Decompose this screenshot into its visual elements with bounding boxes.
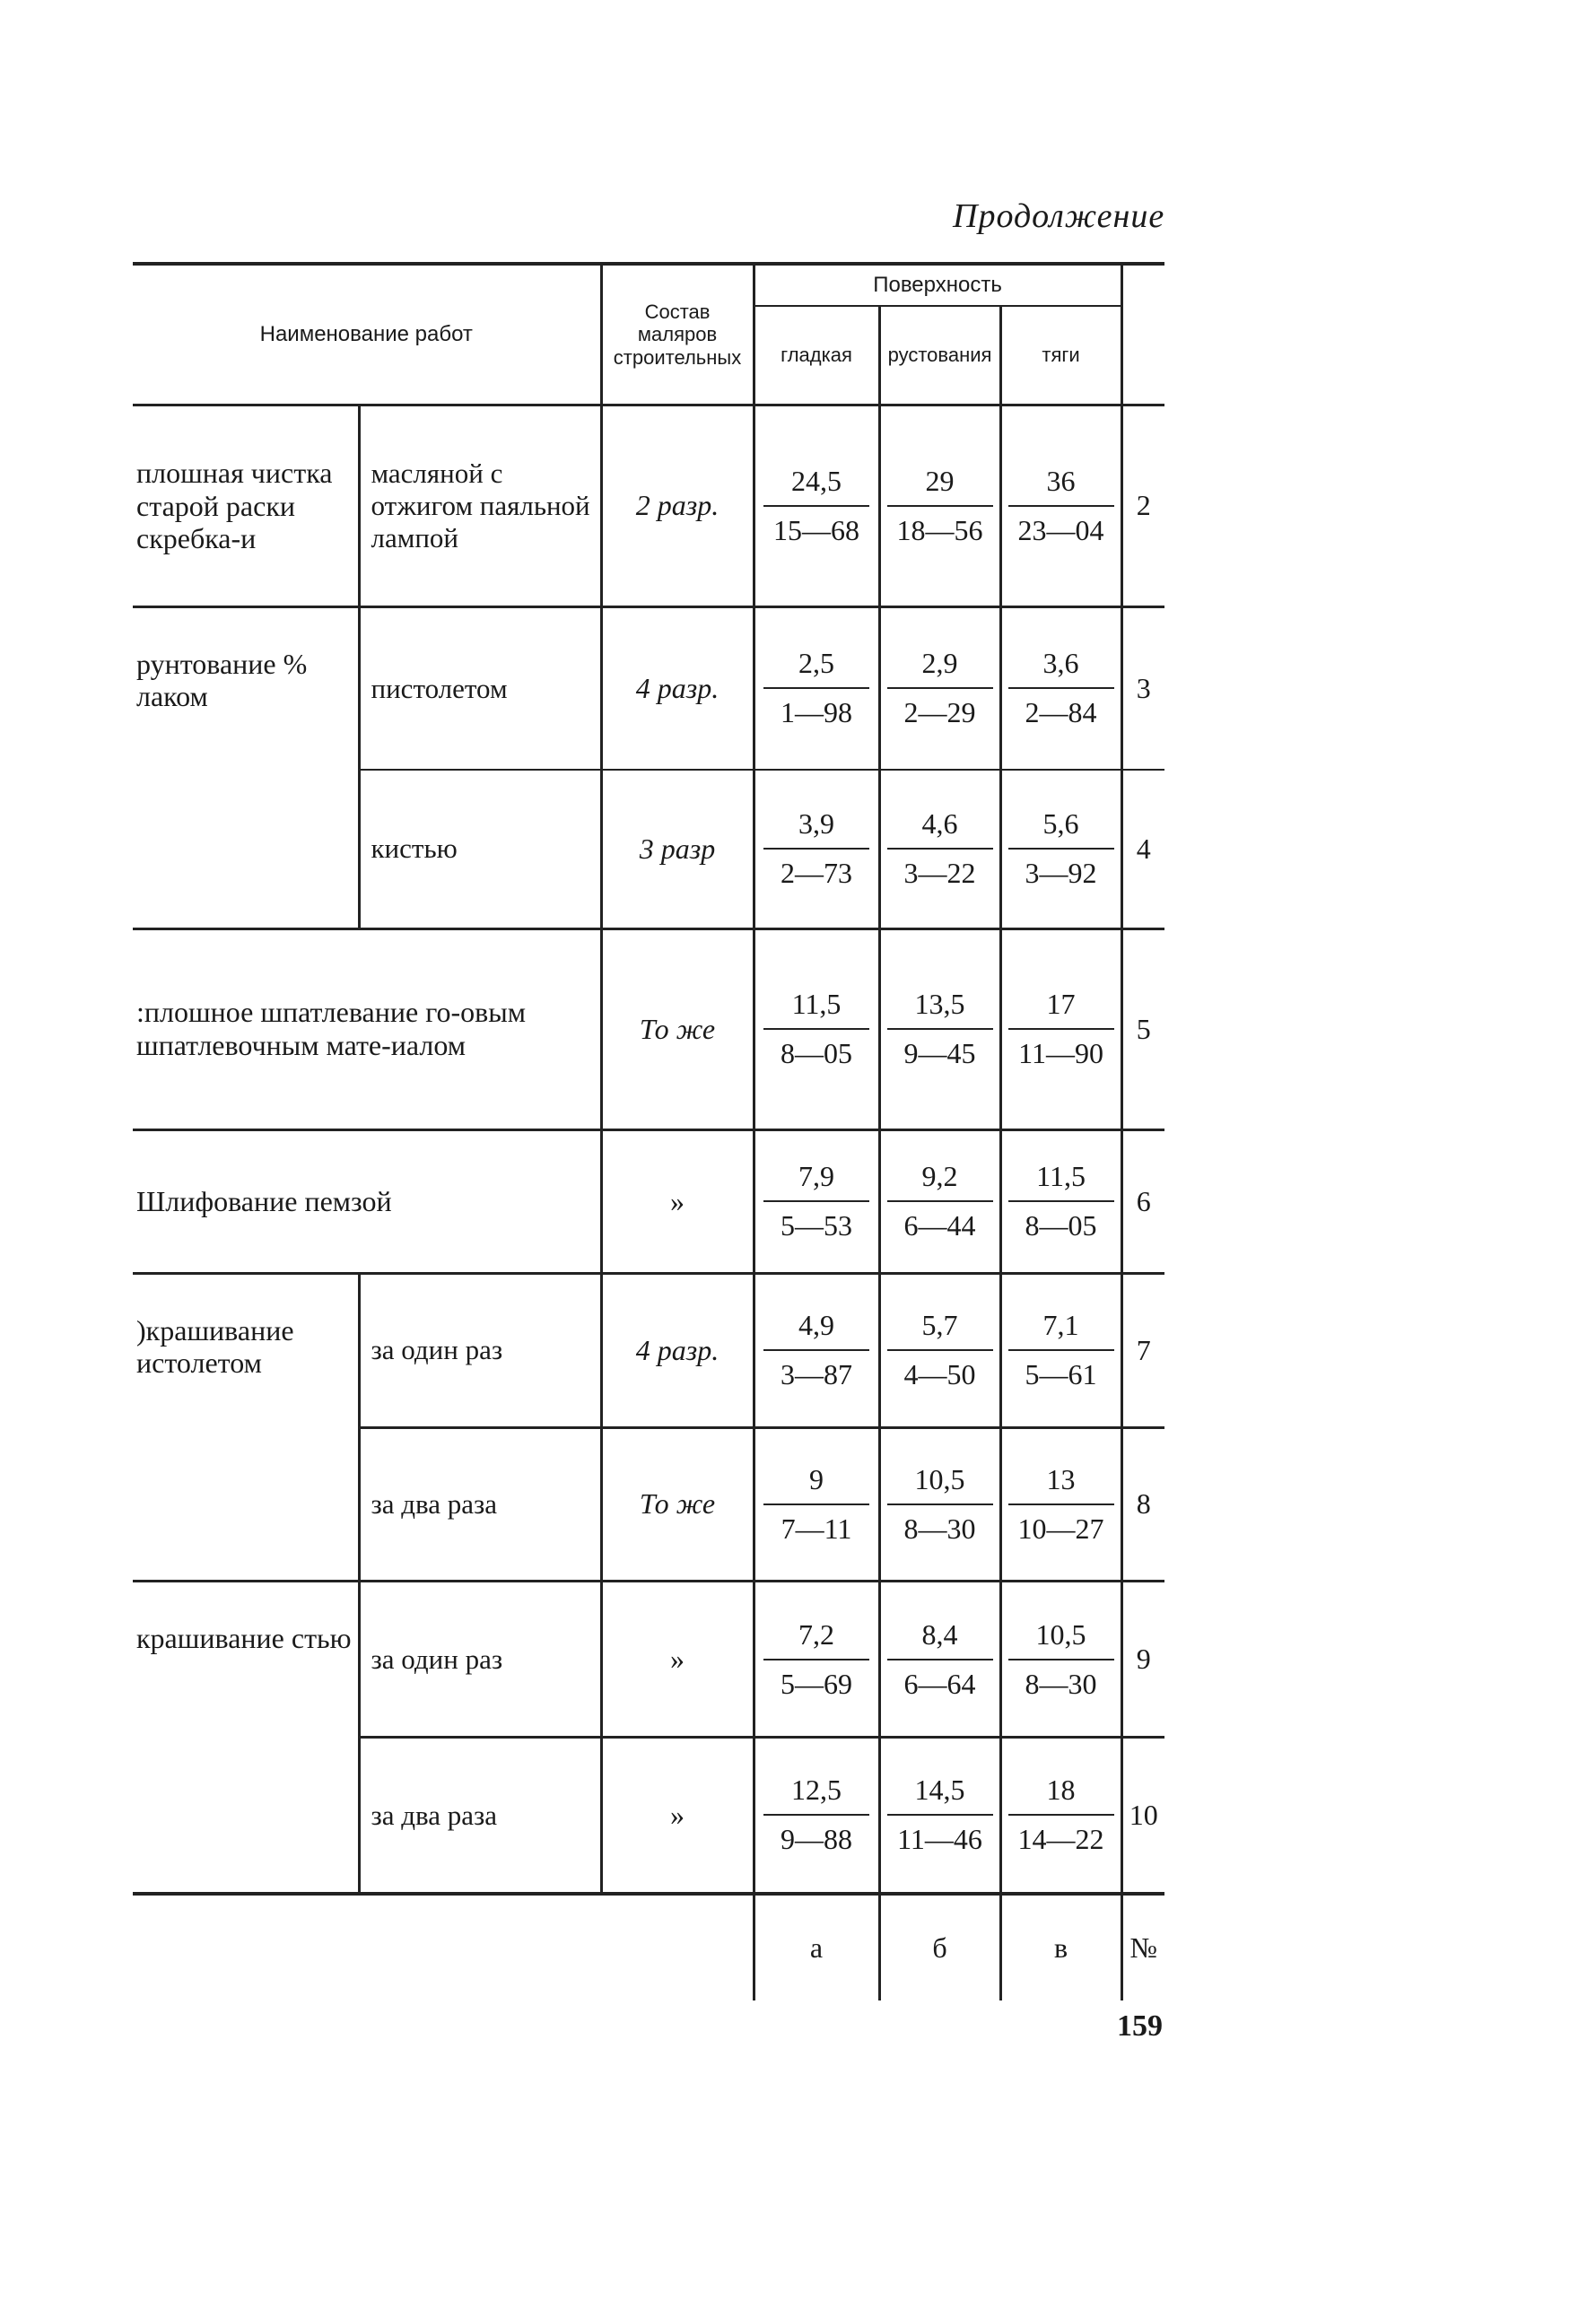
row-number: 10 — [1121, 1738, 1164, 1894]
table-row — [133, 1582, 1164, 1738]
work-method: за два раза — [359, 1738, 601, 1894]
work-name: плошная чистка старой раски скребка-и — [133, 405, 359, 606]
value-c — [1000, 928, 1121, 1129]
header-row-1 — [133, 264, 1164, 306]
footer-blank — [133, 1894, 754, 2000]
crew-rank: 4 разр. — [601, 606, 754, 770]
value-cost: 3—22 — [903, 857, 976, 890]
value-norm: 4,6 — [887, 807, 993, 850]
value-norm: 29 — [887, 465, 993, 507]
value-b — [879, 1738, 1000, 1894]
value-norm: 24,5 — [763, 465, 869, 507]
value-norm: 13 — [1008, 1463, 1114, 1505]
header-smooth: гладкая — [754, 306, 879, 405]
work-name: крашивание стью — [133, 1582, 359, 1894]
value-cost: 11—90 — [1018, 1037, 1103, 1070]
value-norm: 3,6 — [1008, 647, 1114, 689]
value-cost: 8—05 — [781, 1037, 853, 1070]
value-norm: 2,5 — [763, 647, 869, 689]
footer-col-a: а — [754, 1894, 879, 2000]
value-cost: 7—11 — [781, 1512, 852, 1545]
value-a — [754, 1738, 879, 1894]
value-norm: 13,5 — [887, 988, 993, 1030]
crew-rank: То же — [601, 1427, 754, 1582]
footer-row — [133, 1894, 1164, 2000]
value-norm: 12,5 — [763, 1774, 869, 1816]
value-a — [754, 928, 879, 1129]
work-name: :плошное шпатлевание го-овым шпатлевочным мате-иалом — [133, 928, 601, 1129]
header-rustication: рустования — [879, 306, 1000, 405]
row-number: 9 — [1121, 1582, 1164, 1738]
value-b — [879, 770, 1000, 928]
value-a — [754, 405, 879, 606]
value-cost: 3—92 — [1025, 857, 1097, 890]
row-number: 3 — [1121, 606, 1164, 770]
value-b — [879, 405, 1000, 606]
table-row — [133, 928, 1164, 1129]
value-b — [879, 1427, 1000, 1582]
crew-rank: 3 разр — [601, 770, 754, 928]
value-c — [1000, 1582, 1121, 1738]
value-c — [1000, 1738, 1121, 1894]
value-c — [1000, 1427, 1121, 1582]
value-cost: 23—04 — [1017, 513, 1104, 546]
table-row — [133, 1129, 1164, 1273]
header-name-of-works: Наименование работ — [133, 264, 601, 405]
value-norm: 10,5 — [1008, 1618, 1114, 1660]
work-method: кистью — [359, 770, 601, 928]
footer-col-num: № — [1121, 1894, 1164, 2000]
value-norm: 11,5 — [763, 988, 869, 1030]
value-cost: 3—87 — [781, 1358, 853, 1391]
row-number: 5 — [1121, 928, 1164, 1129]
header-surface: Поверхность — [754, 264, 1121, 306]
value-norm: 7,9 — [763, 1160, 869, 1202]
value-cost: 1—98 — [781, 696, 853, 729]
row-number: 4 — [1121, 770, 1164, 928]
value-b — [879, 1582, 1000, 1738]
row-number: 6 — [1121, 1129, 1164, 1273]
value-norm: 9,2 — [887, 1160, 993, 1202]
row-number: 2 — [1121, 405, 1164, 606]
value-b — [879, 1273, 1000, 1427]
header-rods: тяги — [1000, 306, 1121, 405]
value-a — [754, 1129, 879, 1273]
value-norm: 7,1 — [1008, 1309, 1114, 1351]
value-cost: 5—53 — [781, 1209, 853, 1242]
value-cost: 9—45 — [903, 1037, 976, 1070]
value-norm: 14,5 — [887, 1774, 993, 1816]
value-b — [879, 1129, 1000, 1273]
value-cost: 2—29 — [903, 696, 976, 729]
value-cost: 6—44 — [903, 1209, 976, 1242]
work-name: Шлифование пемзой — [133, 1129, 601, 1273]
value-b — [879, 606, 1000, 770]
page-number: 159 — [1117, 2009, 1163, 2043]
value-cost: 2—73 — [781, 857, 853, 890]
work-method: пистолетом — [359, 606, 601, 770]
work-name: )крашивание истолетом — [133, 1273, 359, 1582]
value-norm: 18 — [1008, 1774, 1114, 1816]
value-a — [754, 770, 879, 928]
value-cost: 8—05 — [1025, 1209, 1097, 1242]
value-c — [1000, 606, 1121, 770]
value-c — [1000, 1273, 1121, 1427]
value-norm: 11,5 — [1008, 1160, 1114, 1202]
value-cost: 4—50 — [903, 1358, 976, 1391]
row-number: 8 — [1121, 1427, 1164, 1582]
value-cost: 18—56 — [896, 513, 983, 546]
value-cost: 6—64 — [903, 1667, 976, 1700]
value-cost: 8—30 — [903, 1512, 976, 1545]
value-a — [754, 1582, 879, 1738]
value-cost: 5—69 — [781, 1667, 853, 1700]
value-norm: 3,9 — [763, 807, 869, 850]
value-a — [754, 1273, 879, 1427]
value-cost: 11—46 — [897, 1823, 982, 1856]
value-norm: 5,7 — [887, 1309, 993, 1351]
crew-rank: » — [601, 1129, 754, 1273]
rates-table — [133, 262, 1164, 2000]
value-c — [1000, 1129, 1121, 1273]
value-cost: 2—84 — [1025, 696, 1097, 729]
value-a — [754, 1427, 879, 1582]
value-c — [1000, 770, 1121, 928]
footer-col-b: б — [879, 1894, 1000, 2000]
work-method: за два раза — [359, 1427, 601, 1582]
value-cost: 14—22 — [1017, 1823, 1104, 1856]
work-method: масляной с отжигом паяльной лампой — [359, 405, 601, 606]
crew-rank: То же — [601, 928, 754, 1129]
footer-col-c: в — [1000, 1894, 1121, 2000]
work-method: за один раз — [359, 1273, 601, 1427]
value-norm: 8,4 — [887, 1618, 993, 1660]
header-num-cell — [1121, 264, 1164, 405]
value-cost: 5—61 — [1025, 1358, 1097, 1391]
value-cost: 15—68 — [773, 513, 860, 546]
value-a — [754, 606, 879, 770]
continuation-label: Продолжение — [953, 197, 1165, 235]
header-crew: Состав маляров строительных — [601, 264, 754, 405]
value-cost: 8—30 — [1025, 1667, 1097, 1700]
work-name: рунтование % лаком — [133, 606, 359, 928]
value-b — [879, 928, 1000, 1129]
work-method: за один раз — [359, 1582, 601, 1738]
crew-rank: 4 разр. — [601, 1273, 754, 1427]
value-norm: 36 — [1008, 465, 1114, 507]
value-norm: 9 — [763, 1463, 869, 1505]
crew-rank: » — [601, 1738, 754, 1894]
value-norm: 4,9 — [763, 1309, 869, 1351]
value-norm: 2,9 — [887, 647, 993, 689]
value-c — [1000, 405, 1121, 606]
crew-rank: » — [601, 1582, 754, 1738]
row-number: 7 — [1121, 1273, 1164, 1427]
value-norm: 7,2 — [763, 1618, 869, 1660]
table-row — [133, 1273, 1164, 1427]
table-row — [133, 606, 1164, 770]
value-norm: 17 — [1008, 988, 1114, 1030]
crew-rank: 2 разр. — [601, 405, 754, 606]
value-norm: 10,5 — [887, 1463, 993, 1505]
value-cost: 10—27 — [1017, 1512, 1104, 1545]
value-norm: 5,6 — [1008, 807, 1114, 850]
value-cost: 9—88 — [781, 1823, 853, 1856]
table-row — [133, 405, 1164, 606]
